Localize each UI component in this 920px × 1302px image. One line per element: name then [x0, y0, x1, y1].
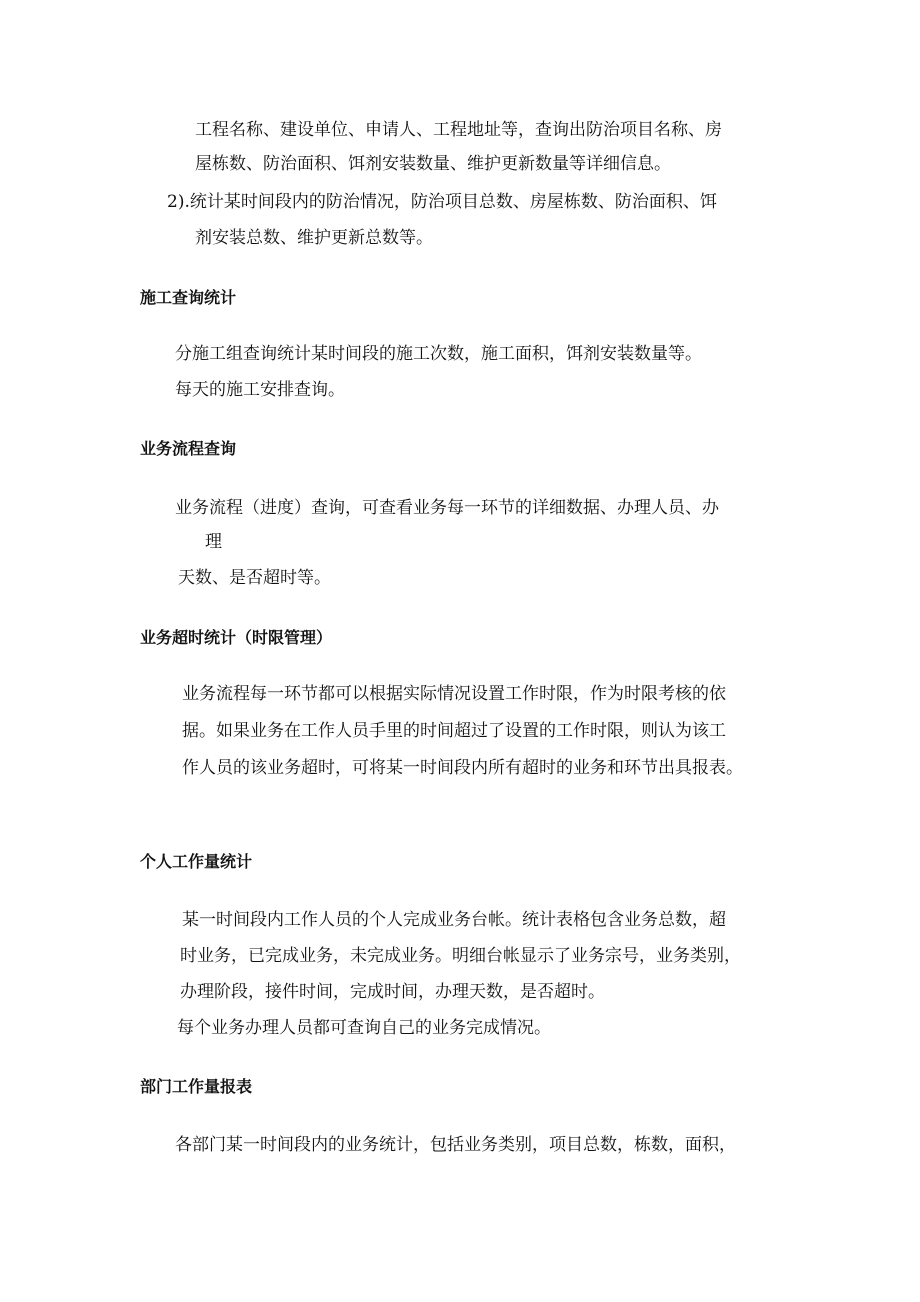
- list-item-2: 2).统计某时间段内的防治情况，防治项目总数、房屋栋数、防治面积、饵: [167, 192, 717, 212]
- paragraph-line: 每天的施工安排查询。: [175, 380, 345, 400]
- paragraph-line: 时业务，已完成业务，未完成业务。明细台帐显示了业务宗号，业务类别，: [180, 946, 741, 966]
- paragraph-line: 剂安装总数、维护更新总数等。: [195, 228, 433, 248]
- paragraph-line: 分施工组查询统计某时间段的施工次数，施工面积，饵剂安装数量等。: [175, 344, 702, 364]
- paragraph-line: 某一时间段内工作人员的个人完成业务台帐。统计表格包含业务总数，超: [182, 910, 726, 930]
- section-heading-construction: 施工查询统计: [140, 288, 237, 307]
- paragraph-line: 各部门某一时间段内的业务统计，包括业务类别，项目总数，栋数，面积，: [175, 1135, 736, 1155]
- paragraph-line: 工程名称、建设单位、申请人、工程地址等，查询出防治项目名称、房: [195, 120, 722, 140]
- section-heading-department: 部门工作量报表: [140, 1077, 253, 1096]
- section-heading-process: 业务流程查询: [140, 439, 237, 458]
- paragraph-line: 业务流程（进度）查询，可查看业务每一环节的详细数据、办理人员、办: [175, 498, 719, 518]
- paragraph-line: 业务流程每一环节都可以根据实际情况设置工作时限，作为时限考核的依: [182, 684, 726, 704]
- paragraph-line: 天数、是否超时等。: [178, 568, 331, 588]
- paragraph-line: 作人员的该业务超时，可将某一时间段内所有超时的业务和环节出具报表。: [182, 758, 743, 778]
- paragraph-line: 每个业务办理人员都可查询自己的业务完成情况。: [177, 1018, 551, 1038]
- section-heading-timeout: 业务超时统计（时限管理）: [140, 628, 333, 647]
- paragraph-line: 屋栋数、防治面积、饵剂安装数量、维护更新数量等详细信息。: [195, 154, 671, 174]
- section-heading-personal: 个人工作量统计: [140, 852, 253, 871]
- paragraph-line: 据。如果业务在工作人员手里的时间超过了设置的工作时限，则认为该工: [182, 721, 726, 741]
- paragraph-line: 办理阶段，接件时间，完成时间，办理天数，是否超时。: [180, 982, 605, 1002]
- paragraph-line: 理: [205, 532, 222, 552]
